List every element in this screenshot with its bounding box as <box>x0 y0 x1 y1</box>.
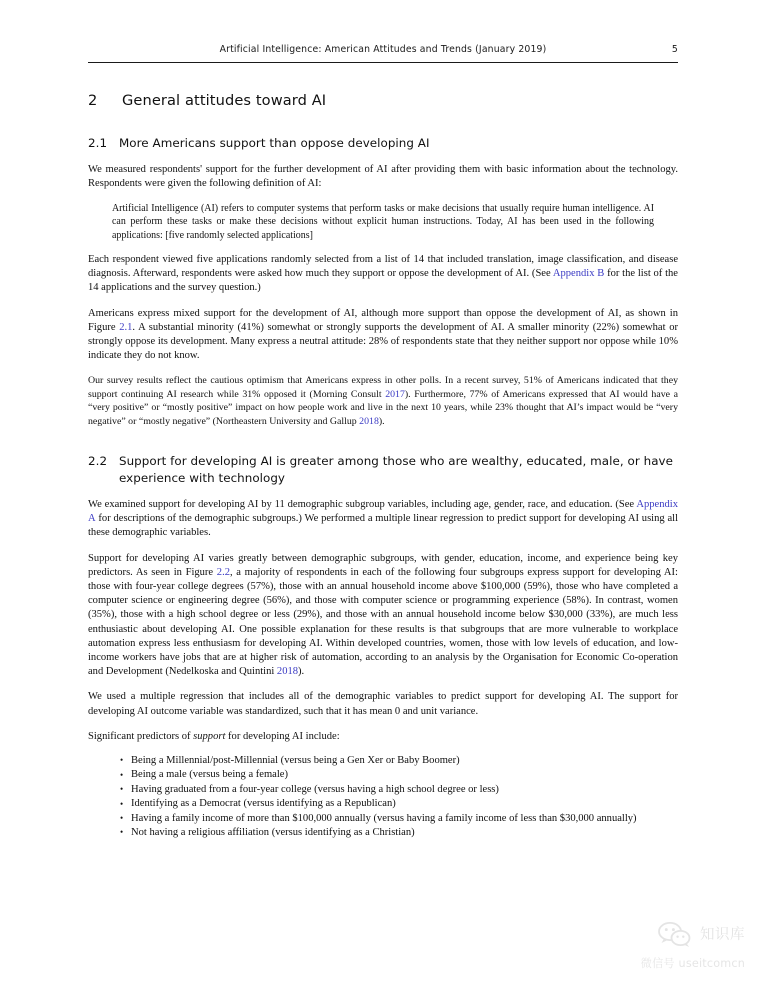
watermark-row <box>623 920 745 950</box>
paragraph-text-a: Support for developing AI varies greatly between demographic subgroups, with gender, education, income, and experience being key predictors. As seen in Figure <box>88 552 678 578</box>
list-item: • Having a family income of more than $100,000 annually (versus having a family income of less than $30,000 annually) <box>121 812 678 826</box>
subsection-heading-2-2 <box>88 453 678 487</box>
link-citation-northeastern-gallup-2018[interactable]: 2018 <box>359 415 379 427</box>
paragraph-text-b: for descriptions of the demographic subgroups.) We performed a multiple linear regression to predict support for developing AI using all these demographic variables. <box>88 513 678 539</box>
paragraph-text-b: , a majority of respondents in each of the following four subgroups express support for developing AI: those with four-year college degrees (57%), those with an annual household income above $100,000 (59%), those who have completed a computer science or engineering degree (56%), and those with computer science or programming experience (58%). In contrast, women (35%), those with a high school degree or less (29%), and those with an annual household income below $30,000 (33%), are much less enthusiastic about developing AI. One possible explanation for these results is that subgroups that are more vulnerable to workplace automation express less enthusiasm for developing AI. Within developed countries, women, those with low levels of education, and low-income workers have jobs that are at higher risk of automation, according to an analysis by the Organisation for Economic Co-operation and Development (Nedelkoska and Quintini <box>88 566 678 678</box>
paragraph-multiple-regression: We used a multiple regression that includes all of the demographic variables to predict support for developing AI. The support for developing AI outcome variable was standardized, such that it has mean 0 and unit variance. <box>88 691 678 717</box>
list-item: • Being a Millennial/post-Millennial (versus being a Gen Xer or Baby Boomer) <box>121 754 678 768</box>
subsection-title: More Americans support than oppose developing AI <box>119 136 430 151</box>
list-item: • Having graduated from a four-year college (versus having a high school degree or less) <box>121 783 678 797</box>
subsection-title: Support for developing AI is greater among those who are wealthy, educated, male, or have experience with technology <box>119 454 673 485</box>
paragraph-text-a: Significant predictors of <box>88 730 194 742</box>
list-item: • Being a male (versus being a female) <box>121 768 678 782</box>
paragraph-demographic-variables <box>88 498 678 541</box>
section-heading-2 <box>88 92 678 110</box>
link-figure-2-1[interactable]: 2.1 <box>119 321 133 333</box>
paragraph-text-a: We examined support for developing AI by 11 demographic subgroup variables, including age, gender, race, and education. (See <box>88 498 637 510</box>
paragraph-text-a: Each respondent viewed five applications randomly selected from a list of 14 that included translation, image classification, and disease diagnosis. Afterward, respondents were asked how much they support or oppose the development of AI. (See <box>88 254 678 280</box>
list-item: • Not having a religious affiliation (versus identifying as a Christian) <box>121 826 678 840</box>
ai-definition-quote: Artificial Intelligence (AI) refers to computer systems that perform tasks or make decisions that usually require human intelligence. AI can perform these tasks or make these decisions without explicit human instructions. Today, AI has been used in the following applications: [five randomly selected applications] <box>112 202 654 241</box>
paragraph-subgroup-variation <box>88 552 678 680</box>
link-figure-2-2[interactable]: 2.2 <box>216 566 230 578</box>
wechat-watermark <box>623 920 745 972</box>
running-header-title: Artificial Intelligence: American Attitudes and Trends (January 2019) <box>219 44 547 55</box>
paragraph-text-b: . A substantial minority (41%) somewhat or strongly supports the development of AI. A smaller minority (22%) somewhat or strongly oppose its development. Many express a neutral attitude: 28% of respondents state that they neither support nor oppose while 10% indicate they do not know. <box>88 321 678 362</box>
wechat-icon <box>657 920 693 950</box>
subsection-heading-2-1 <box>88 135 678 152</box>
running-header <box>88 44 678 55</box>
subsection-number: 2.1 <box>88 136 108 151</box>
paragraph-significant-predictors-intro <box>88 730 678 744</box>
section-number: 2 <box>88 92 98 109</box>
paragraph-other-polls <box>88 374 678 428</box>
paragraph-text-c: ). <box>378 415 385 427</box>
paragraph-text-a: Americans express mixed support for the development of AI, although more support than oppose the development of AI, as shown in Figure <box>88 307 678 333</box>
section-title: General attitudes toward AI <box>122 92 327 109</box>
header-divider <box>88 62 678 63</box>
link-appendix-b[interactable]: Appendix B <box>552 268 605 280</box>
paragraph-text-b: for developing AI include: <box>225 730 340 742</box>
watermark-brand: 知识库 <box>700 926 745 943</box>
page-number: 5 <box>671 44 678 55</box>
paragraph-measured-support: We measured respondents' support for the further development of AI after providing them with basic information about the technology. Respondents were given the following definition of AI: <box>88 164 678 190</box>
list-item: • Identifying as a Democrat (versus identifying as a Republican) <box>121 797 678 811</box>
emphasis-support: support <box>193 730 226 742</box>
paragraph-text-b: for the list of the 14 applications and the survey question.) <box>88 268 678 294</box>
predictor-list <box>88 754 678 840</box>
paragraph-applications <box>88 253 678 296</box>
paragraph-text-c: ). <box>298 666 305 678</box>
subsection-number: 2.2 <box>88 454 108 469</box>
paragraph-text-a: Our survey results reflect the cautious optimism that Americans express in other polls. In a recent survey, 51% of Americans indicated that they support continuing AI research while 31% opposed it (Morning Consult <box>88 375 678 400</box>
paragraph-mixed-support <box>88 307 678 364</box>
link-appendix-a[interactable]: Appendix A <box>88 498 678 525</box>
page-content <box>88 80 678 840</box>
link-citation-nedelkoska-quintini-2018[interactable]: 2018 <box>276 666 299 678</box>
watermark-account: 微信号 useitcomcn <box>640 957 745 970</box>
link-citation-morning-consult-2017[interactable]: 2017 <box>385 388 405 400</box>
paragraph-text-b: ). Furthermore, 77% of Americans expressed that AI would have a “very positive” or “mostly positive” impact on how people work and live in the next 10 years, while 23% thought that AI’s impact would be “very negative” or “mostly negative” (Northeastern University and Gallup <box>88 388 678 427</box>
